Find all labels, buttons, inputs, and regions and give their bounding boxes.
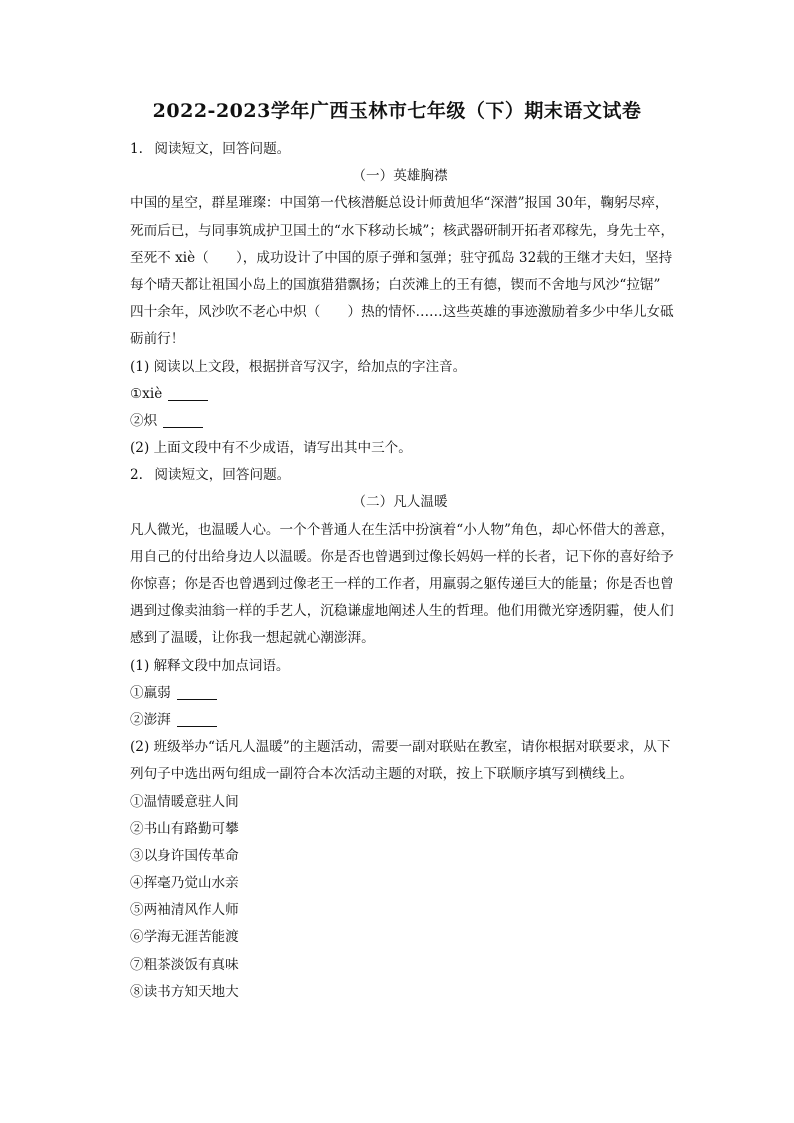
answer-label: ①xiè bbox=[130, 385, 163, 402]
answer-row bbox=[130, 680, 670, 707]
answer-label: ②澎湃 bbox=[130, 711, 171, 728]
passage-1-line: 死而后已，与同事筑成护卫国土的“水下移动长城”；核武器研制开拓者邓稼先，身先士卒， bbox=[130, 222, 675, 239]
option-item: ④挥毫乃觉山水亲 bbox=[130, 875, 239, 892]
passage-2-line: 用自己的付出给身边人以温暖。你是否也曾遇到过像长妈妈一样的长者，记下你的喜好给予 bbox=[130, 548, 674, 565]
section-title-1: （一）英雄胸襟 bbox=[352, 168, 448, 185]
subquestion-1-1: (1) 阅读以上文段，根据拼音写汉字，给加点的字注音。 bbox=[130, 358, 467, 375]
question-number: 1. bbox=[130, 141, 143, 157]
option-item: ⑥学海无涯苦能渡 bbox=[130, 929, 239, 946]
exam-content bbox=[130, 136, 675, 1006]
passage-1-line: 砺前行！ bbox=[130, 331, 185, 348]
answer-blank[interactable] bbox=[163, 413, 203, 428]
page-title: 2022-2023学年广西玉林市七年级（下）期末语文试卷 bbox=[152, 100, 642, 122]
option-item: ②书山有路勤可攀 bbox=[130, 820, 239, 837]
question-1-prompt bbox=[130, 136, 670, 163]
answer-row bbox=[130, 381, 670, 408]
passage-2-line: 遇到过像卖油翁一样的手艺人，沉稳谦虚地阐述人生的哲理。他们用微光穿透阴霾，使人们 bbox=[130, 603, 674, 620]
answer-blank[interactable] bbox=[177, 685, 217, 700]
question-prompt-text: 阅读短文，回答问题。 bbox=[154, 467, 291, 484]
question-2-prompt bbox=[130, 462, 670, 489]
passage-1-line: 至死不 xiè（ ），成功设计了中国的原子弹和氢弹；驻守孤岛 32载的王继才夫妇，坚持 bbox=[130, 249, 673, 266]
option-item: ⑤两袖清风作人师 bbox=[130, 902, 239, 919]
passage-1-line: 四十余年，风沙吹不老心中炽（ ）热的情怀……这些英雄的事迹激励着多少中华儿女砥 bbox=[130, 304, 674, 321]
section-title-2: （二）凡人温暖 bbox=[352, 494, 448, 511]
passage-1-line: 每个晴天都让祖国小岛上的国旗猎猎飘扬；白茨滩上的王有德，锲而不舍地与风沙“拉锯” bbox=[130, 276, 661, 293]
passage-2-line: 感到了温暖，让你我一想起就心潮澎湃。 bbox=[130, 630, 375, 647]
answer-row bbox=[130, 707, 670, 734]
option-item: ⑦粗茶淡饭有真味 bbox=[130, 956, 239, 973]
subquestion-2-2-line: 列句子中选出两句组成一副符合本次活动主题的对联，按上下联顺序填写到横线上。 bbox=[130, 766, 633, 783]
subquestion-2-2-line: (2) 班级举办“话凡人温暖”的主题活动，需要一副对联贴在教室，请你根据对联要求，从下 bbox=[130, 739, 671, 756]
passage-2-line: 你惊喜；你是否也曾遇到过像老王一样的工作者，用羸弱之躯传递巨大的能量；你是否也曾 bbox=[130, 576, 674, 592]
passage-2-line: 凡人微光，也温暖人心。一个个普通人在生活中扮演着“小人物”角色，却心怀借大的善意， bbox=[130, 521, 675, 538]
answer-row bbox=[130, 408, 670, 435]
option-item: ⑧读书方知天地大 bbox=[130, 983, 239, 1000]
answer-blank[interactable] bbox=[177, 712, 217, 727]
answer-label: ②炽 bbox=[130, 412, 158, 429]
question-prompt-text: 阅读短文，回答问题。 bbox=[154, 141, 291, 157]
question-number: 2. bbox=[130, 467, 143, 484]
option-item: ③以身许国传革命 bbox=[130, 847, 239, 864]
answer-blank[interactable] bbox=[168, 386, 208, 401]
subquestion-2-1: (1) 解释文段中加点词语。 bbox=[130, 657, 290, 674]
answer-label: ①羸弱 bbox=[130, 684, 171, 701]
passage-1-line: 中国的星空，群星璀璨：中国第一代核潜艇总设计师黄旭华“深潜”报国 30年，鞠躬尽瘁， bbox=[130, 195, 669, 212]
option-item: ①温情暖意驻人间 bbox=[130, 793, 239, 810]
subquestion-1-2: (2) 上面文段中有不少成语，请写出其中三个。 bbox=[130, 440, 412, 457]
